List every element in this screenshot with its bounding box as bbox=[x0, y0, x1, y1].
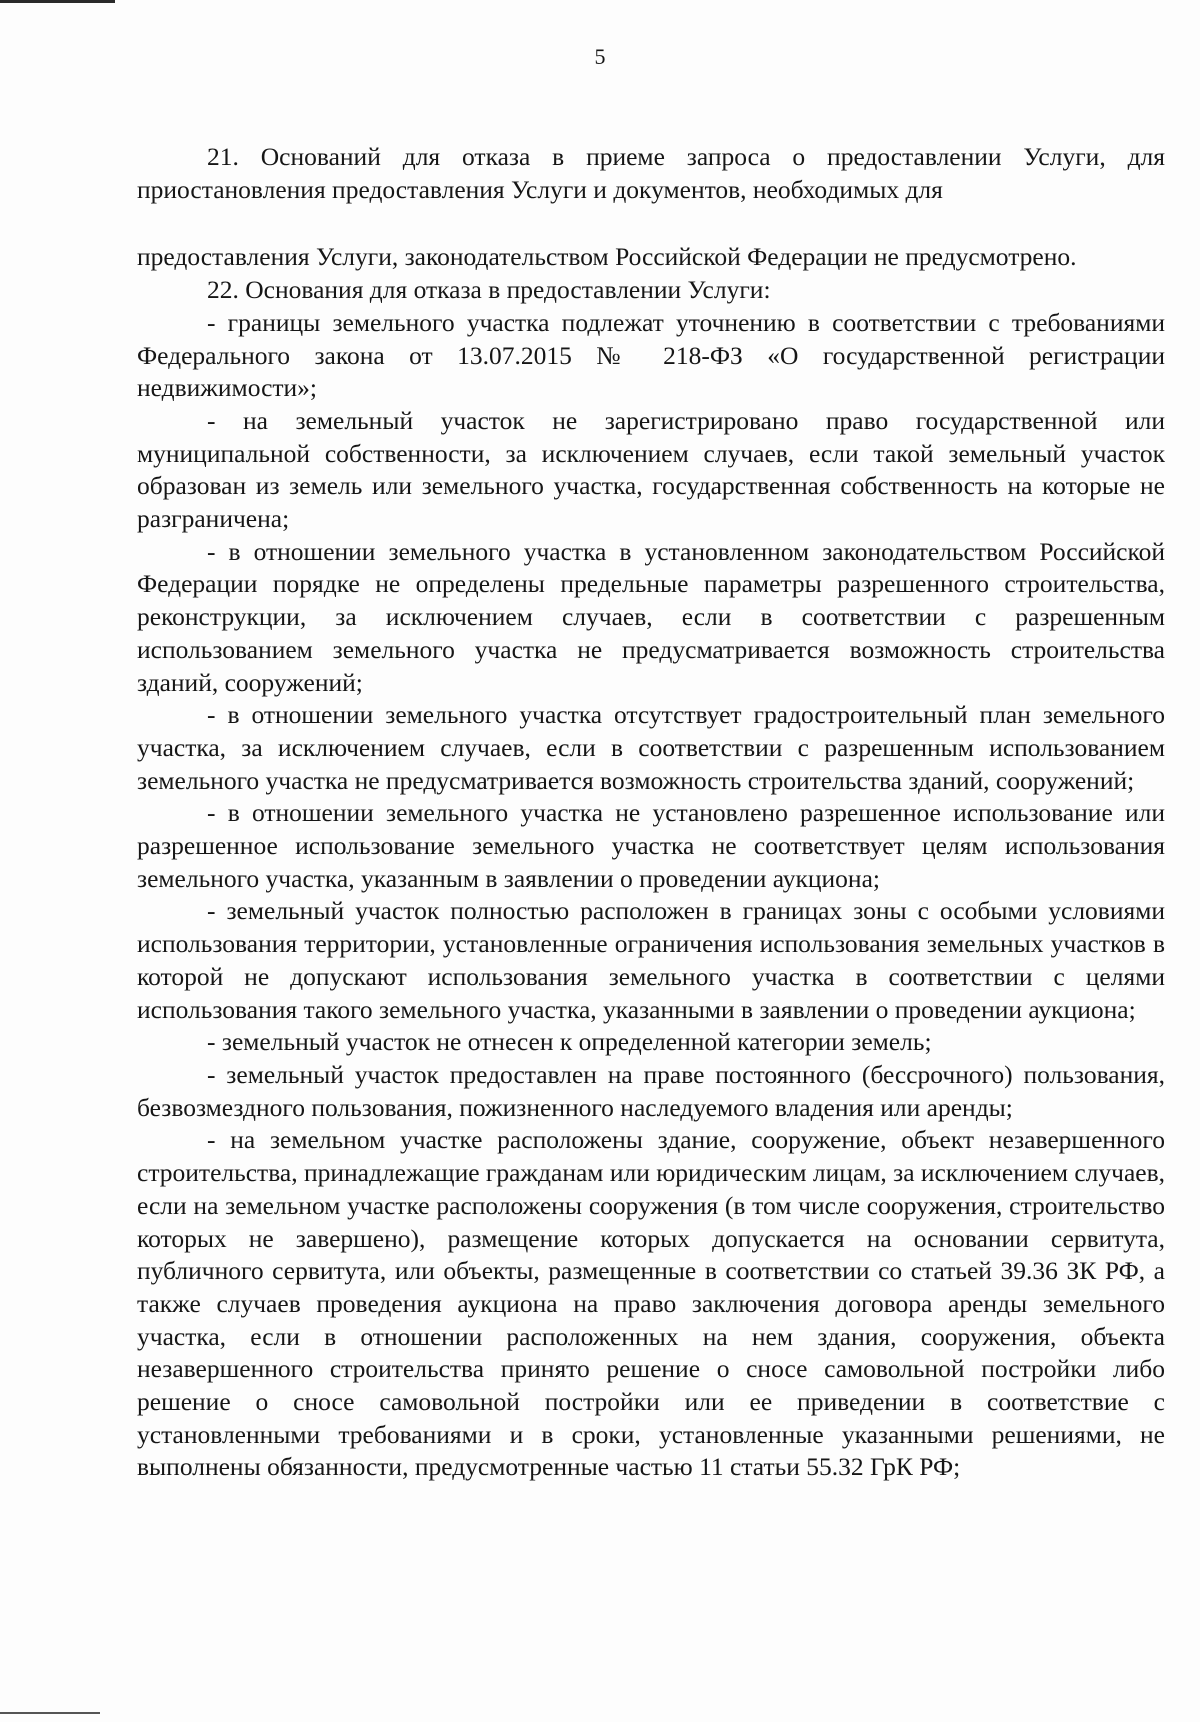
list-item-boundaries: - границы земельного участка подлежат уточнению в соответствии с требованиями Федерального закона от 13.07.2015 № 218-ФЗ «О государственной регистрации недвижимости»; bbox=[137, 307, 1165, 403]
paragraph-21-start: 21. Оснований для отказа в приеме запроса о предоставлении Услуги, для приостановления предоставления Услуги и документов, необходимых для bbox=[137, 142, 1165, 204]
list-item-urban-plan: - в отношении земельного участка отсутствует градостроительный план земельного участка, за исключением случаев, если в соответствии с разрешенным использованием земельного участка не предусматривается возможность строительства зданий, сооружений; bbox=[137, 700, 1165, 795]
paragraph-21-continuation: предоставления Услуги, законодательством Российской Федерации не предусмотрено. bbox=[137, 242, 1077, 272]
list-item-construction-parameters: - в отношении земельного участка в установленном законодательством Российской Федерации порядке не определены предельные параметры разрешенного строительства, реконструкции, за исключением случаев, если в соответствии с разрешенным использованием земельного участка не предусматривается возможность строительства зданий, сооружений; bbox=[137, 536, 1165, 697]
list-item-ownership: - на земельный участок не зарегистрировано право государственной или муниципальной собственности, за исключением случаев, если такой земельный участок образован из земель или земельного участка, государственная собственность на которые не разграничена; bbox=[137, 405, 1165, 534]
list-item-special-zone: - земельный участок полностью расположен в границах зоны с особыми условиями использования территории, установленные ограничения использования земельных участков в которой не допускают использования земельного участка в соответствии с целями использования такого земельного участка, указанными в заявлении о проведении аукциона; bbox=[137, 896, 1165, 1024]
scan-edge-mark-bottom bbox=[0, 1712, 100, 1714]
list-item-buildings-on-plot: - на земельном участке расположены здание, сооружение, объект незавершенного строительства, принадлежащие гражданам или юридическим лицам, за исключением случаев, если на земельном участке расположены сооружения (в том числе сооружения, строительство которых не завершено), размещение которых допускается на основании сервитута, публичного сервитута, или объекты, размещенные в соответствии со статьей 39.36 ЗК РФ, а также случаев проведения аукциона на право заключения договора аренды земельного участка, если в отношении расположенных на нем здания, сооружения, объекта незавершенного строительства принято решение о сносе самовольной постройки либо решение о сносе самовольной постройки или ее приведении в соответствие с установленными требованиями и в сроки, установленные указанными решениями, не выполнены обязанности, предусмотренные частью 11 статьи 55.32 ГрК РФ; bbox=[137, 1125, 1166, 1482]
paragraph-22-heading: 22. Основания для отказа в предоставлении Услуги: bbox=[207, 275, 771, 305]
list-item-already-granted: - земельный участок предоставлен на праве постоянного (бессрочного) пользования, безвозмездного пользования, пожизненного наследуемого владения или аренды; bbox=[137, 1059, 1165, 1122]
list-item-land-category: - земельный участок не отнесен к определенной категории земель; bbox=[207, 1027, 932, 1057]
list-item-permitted-use: - в отношении земельного участка не установлено разрешенное использование или разрешенное использование земельного участка не соответствует целям использования земельного участка, указанным в заявлении о проведении аукциона; bbox=[137, 798, 1165, 893]
scan-edge-mark-top bbox=[0, 0, 115, 3]
document-body bbox=[137, 141, 1165, 1484]
page-number: 5 bbox=[594, 44, 606, 69]
